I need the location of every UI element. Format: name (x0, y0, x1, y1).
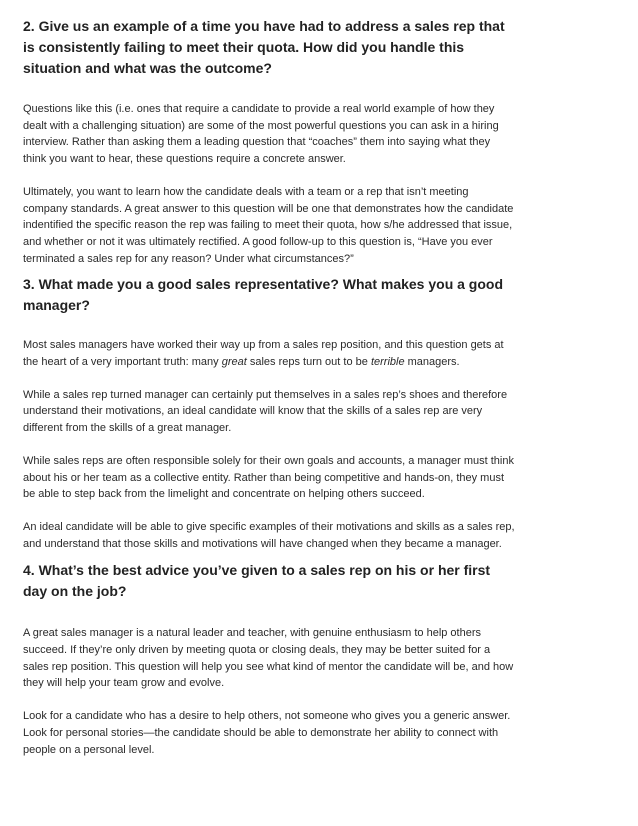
question-4-heading: 4. What’s the best advice you’ve given to a sales rep on his or her first day on the job? (23, 562, 491, 600)
question-3-paragraph-2: While a sales rep turned manager can certainly put themselves in a sales rep’s shoes and therefore understand their motivations, an ideal candidate will know that the skills of a sales rep are very different from the skills of a great manager. (23, 388, 508, 435)
question-3-p1-text-a: Most sales managers have worked their way up from a sales rep position, and this question gets at the heart of a very important truth: many (23, 339, 504, 369)
question-4-paragraph-2: Look for a candidate who has a desire to help others, not someone who gives you a generic answer. Look for personal stories—the candidate should be able to demonstrate her ability to connect with people on a personal level. (23, 710, 511, 756)
question-3-p1-emphasis-great: great (221, 356, 247, 369)
question-3-p1-emphasis-terrible: terrible (370, 356, 405, 369)
question-3-heading: 3. What made you a good sales representative? What makes you a good manager? (23, 276, 504, 314)
section-question-4 (23, 560, 515, 758)
section-question-3 (23, 274, 515, 552)
question-2-heading: 2. Give us an example of a time you have had to address a sales rep that is consistently failing to meet their quota. How did you handle this situation and what was the outcome? (23, 18, 505, 76)
question-3-p1-text-b: sales reps turn out to be (246, 356, 371, 369)
question-2-paragraph-1: Questions like this (i.e. ones that require a candidate to provide a real world example of how they dealt with a challenging situation) are some of the most powerful questions you can ask in a hiring interview. Rather than asking them a leading question that “coaches” them into saying what they think you want to hear, these questions require a concrete answer. (23, 103, 499, 166)
question-3-paragraph-3: While sales reps are often responsible solely for their own goals and accounts, a manager must think about his or her team as a collective entity. Rather than being competitive and hands-on, they must be able to step back from the limelight and concentrate on helping others succeed. (23, 454, 514, 501)
question-3-paragraph-4: An ideal candidate will be able to give specific examples of their motivations and skills as a sales rep, and understand that those skills and motivations will have changed when they became a manager. (23, 520, 515, 550)
section-question-2 (23, 16, 515, 267)
document-page (23, 16, 515, 758)
question-2-paragraph-2: Ultimately, you want to learn how the candidate deals with a team or a rep that isn’t meeting company standards. A great answer to this question will be one that demonstrates how the candidate indentified the specific reason the rep was failing to meet their quota, how s/he addressed that issue, and whether or not it was ultimately rectified. A good follow-up to this question is, “Have you ever terminated a sales rep for any reason? Under what circumstances?” (23, 185, 514, 265)
question-4-paragraph-1: A great sales manager is a natural leader and teacher, with genuine enthusiasm to help others succeed. If they’re only driven by meeting quota or closing deals, they may be better suited for a sales rep position. This question will help you see what kind of mentor the candidate will be, and how they will help your team grow and evolve. (23, 627, 514, 690)
question-3-paragraph-1 (23, 337, 515, 370)
question-3-p1-text-c: managers. (404, 356, 460, 369)
